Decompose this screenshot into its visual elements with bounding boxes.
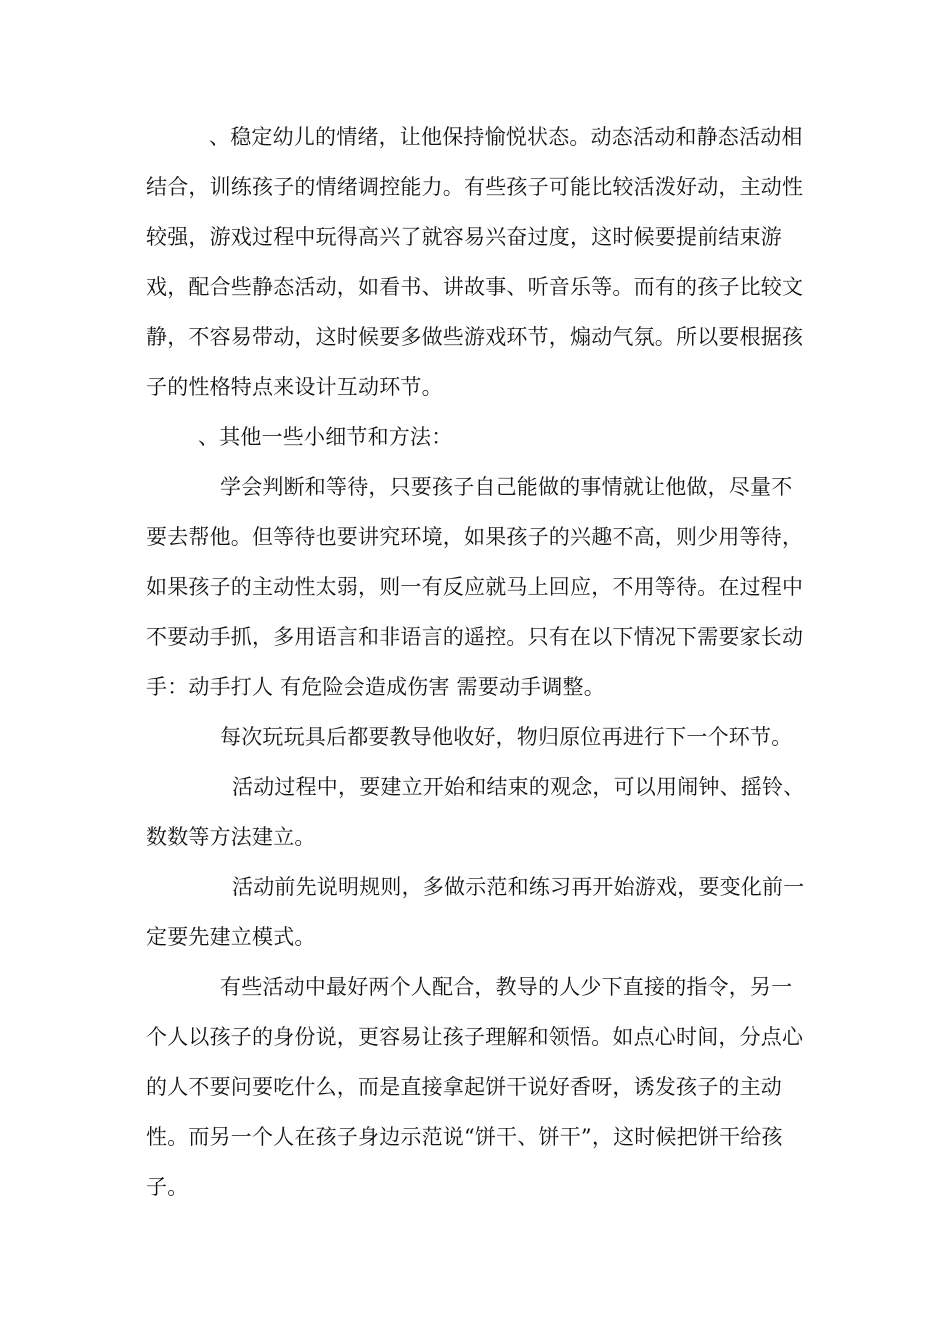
paragraph-two-person-cooperation: 有些活动中最好两个人配合，教导的人少下直接的指令，另一个人以孩子的身份说，更容易让孩子理解和领悟。如点心时间，分点心的人不要问要吃什么，而是直接拿起饼干说好香呀，诱发孩子的主动性。而另一个人在孩子身边示范说“饼干、饼干”，这时候把饼干给孩子。 [146,975,804,1199]
paragraph-explain-rules: 活动前先说明规则，多做示范和练习再开始游戏，要变化前一定要先建立模式。 [146,875,805,949]
paragraph-tidy-toys: 每次玩玩具后都要教导他收好，物归原位再进行下一个环节。 [220,725,793,749]
paragraph-emotion-stability: 、稳定幼儿的情绪，让他保持愉悦状态。动态活动和静态活动相结合，训练孩子的情绪调控能力。有些孩子可能比较活泼好动，主动性较强，游戏过程中玩得高兴了就容易兴奋过度，这时候要提前结束游戏，配合些静态活动，如看书、讲故事、听音乐等。而有的孩子比较文静，不容易带动，这时候要多做些游戏环节，煽动气氛。所以要根据孩子的性格特点来设计互动环节。 [146,125,804,399]
paragraph-start-end-concept: 活动过程中，要建立开始和结束的观念，可以用闹钟、摇铃、数数等方法建立。 [146,775,805,849]
paragraph-other-details-heading: 、其他一些小细节和方法： [198,425,453,449]
paragraph-judge-and-wait: 学会判断和等待，只要孩子自己能做的事情就让他做，尽量不要去帮他。但等待也要讲究环境，如果孩子的兴趣不高，则少用等待，如果孩子的主动性太弱，则一有反应就马上回应，不用等待。在过程中不要动手抓，多用语言和非语言的遥控。只有在以下情况下需要家长动手：动手打人 有危险会造成伤害 需要动手调整。 [146,475,804,699]
